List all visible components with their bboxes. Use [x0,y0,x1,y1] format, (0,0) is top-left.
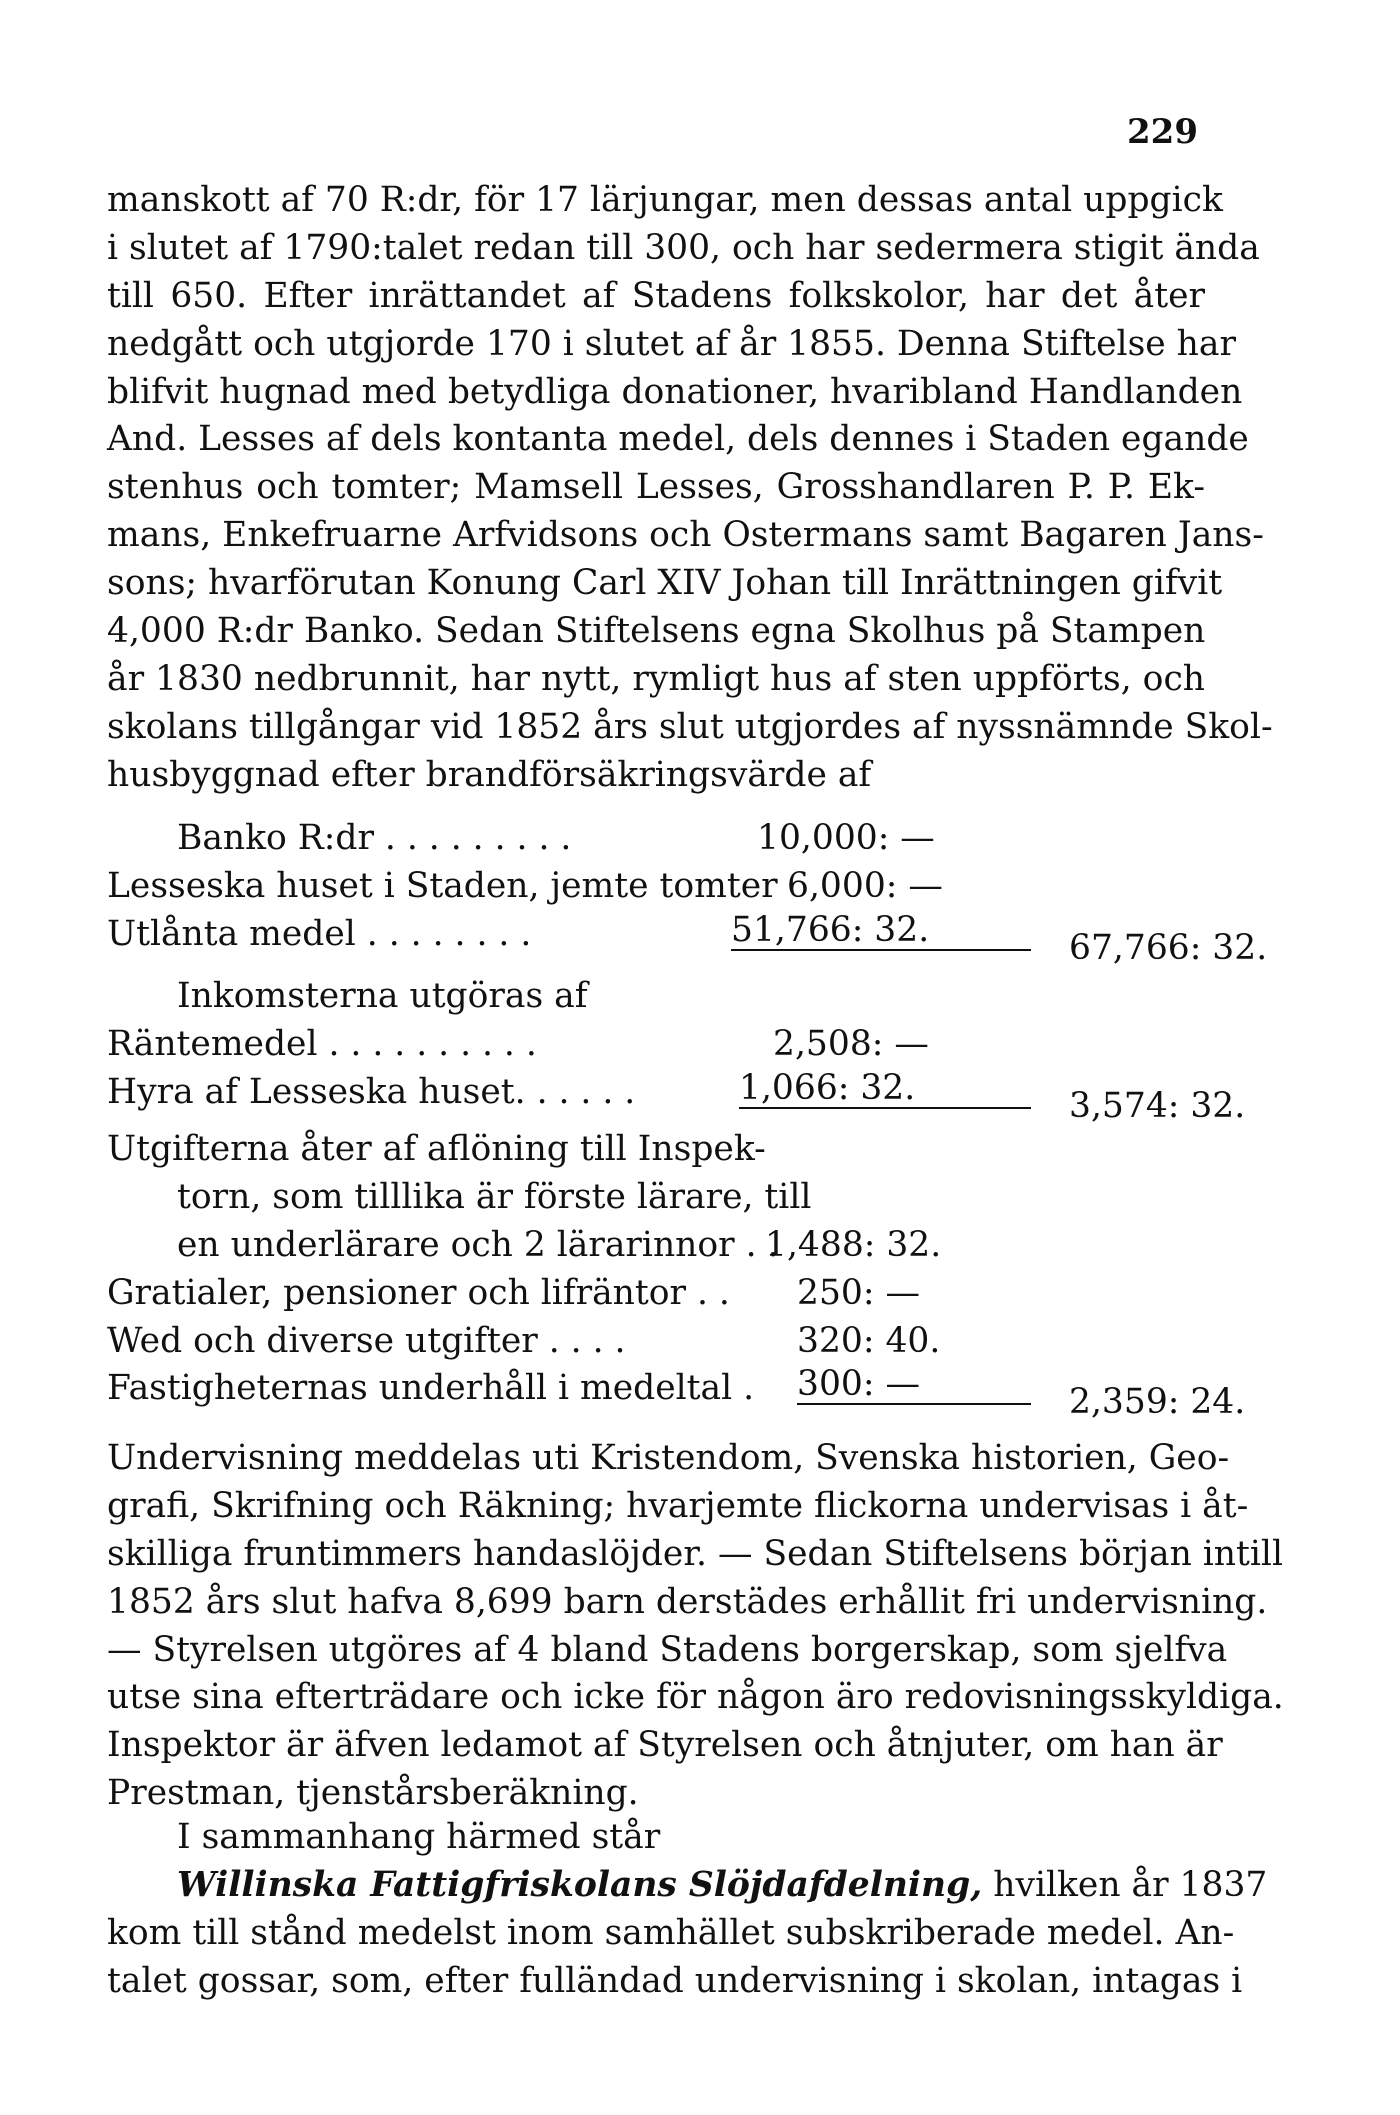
table-row [107,863,1205,911]
row-label: en underlärare och 2 lärarinnor . . [177,1224,779,1265]
row-amount: 51,766: 32. [731,911,1031,951]
text-line: grafi, Skrifning och Räkning; hvarjemte flickorna undervisas i åt- [107,1485,1249,1526]
table-row [107,1270,1205,1318]
text-line: utse sina efterträdare och icke för någon äro redovisningsskyldiga. [107,1677,1284,1718]
text-line: i slutet af 1790:talet redan till 300, och har sedermera stigit ända [107,227,1260,268]
table-heading [107,1174,1205,1222]
text-line: blifvit hugnad med betydliga donationer, hvaribland Handlanden [107,371,1243,412]
row-total: 3,574: 32. [1069,1085,1246,1126]
text-line: år 1830 nedbrunnit, har nytt, rymligt hus af sten uppförts, och [107,658,1205,699]
text-line: And. Lesses af dels kontanta medel, dels dennes i Staden egande [107,419,1249,460]
text-line: Prestman, tjenstårsberäkning. [107,1773,639,1814]
text-line: sons; hvarförutan Konung Carl XIV Johan till Inrättningen gifvit [107,563,1223,604]
row-amount: 10,000: — [757,818,935,858]
paragraph-2 [107,1435,1284,1818]
row-label: Lesseska huset i Staden, jemte tomter [107,865,778,906]
table-row [107,1222,1205,1270]
row-label: Wed och diverse utgifter . . . . [107,1320,626,1361]
page-number: 229 [1127,112,1198,152]
text-fragment: hvilken år 1837 [993,1864,1268,1905]
table-row [107,1021,1205,1069]
heading-label: Utgifterna åter af aflöning till Inspek- [107,1129,766,1169]
table-row [107,1067,1246,1126]
text-line: mans, Enkefruarne Arfvidsons och Ostermans samt Bagaren Jans- [107,515,1264,556]
table-heading [107,973,1205,1021]
table-row [107,1318,1205,1366]
text-line: stenhus och tomter; Mamsell Lesses, Grosshandlaren P. P. Ek- [107,467,1205,508]
row-label: Gratialer, pensioner och lifräntor . . [107,1272,730,1313]
text-line: skilliga fruntimmers handaslöjder. — Sedan Stiftelsens början intill [107,1533,1283,1574]
heading-label: torn, som tilllika är förste lärare, till [177,1176,812,1217]
text-line: Inspektor är äfven ledamot af Styrelsen och åtnjuter, om han är [107,1725,1223,1766]
text-line: I sammanhang härmed står [177,1817,661,1857]
row-total: 2,359: 24. [1069,1382,1246,1423]
paragraph-1 [107,177,1273,800]
text-line: nedgått och utgjorde 170 i slutet af år 1855. Denna Stiftelse har [107,323,1236,364]
expenses-table [107,1126,1246,1423]
row-amount: 250: — [797,1272,920,1313]
text-line: kom till stånd medelst inom samhället subskriberade medel. An- [107,1912,1235,1953]
text-line: 1852 års slut hafva 8,699 barn derstädes erhållit fri undervisning. [107,1581,1268,1622]
table-row [107,1364,1246,1423]
row-total: 67,766: 32. [1069,927,1268,968]
paragraph-3 [107,1814,1268,2006]
row-amount: 2,508: — [773,1023,929,1064]
row-amount: 320: 40. [797,1320,941,1361]
row-amount: 6,000: — [787,865,943,906]
text-line: 4,000 R:dr Banko. Sedan Stiftelsens egna Skolhus på Stampen [107,611,1206,652]
row-label: Utlånta medel . . . . . . . . [107,913,532,954]
text-line: talet gossar, som, efter fulländad undervisning i skolan, intagas i [107,1960,1243,2001]
row-amount: 1,066: 32. [739,1069,1031,1109]
income-table [107,973,1246,1126]
table-row [107,815,1205,863]
text-line: — Styrelsen utgöres af 4 bland Stadens borgerskap, som sjelfva [107,1629,1228,1670]
table-row [107,909,1268,968]
section-title: Willinska Fattigfriskolans Slöjdafdelning, [177,1864,983,1905]
text-line: manskott af 70 R:dr, för 17 lärjungar, men dessas antal uppgick [107,180,1223,220]
row-label: Hyra af Lesseska huset. . . . . . [107,1071,636,1112]
text-line: skolans tillgångar vid 1852 års slut utgjordes af nyssnämnde Skol- [107,706,1273,747]
assets-table [107,815,1268,968]
row-amount: 300: — [797,1365,1031,1405]
heading-label: Inkomsterna utgöras af [177,976,588,1016]
text-line: husbyggnad efter brandförsäkringsvärde af [107,754,872,795]
row-label: Räntemedel . . . . . . . . . . [107,1023,537,1064]
table-heading [107,1126,1205,1174]
row-amount: 1,488: 32. [765,1224,942,1265]
row-label: Fastigheternas underhåll i medeltal . [107,1368,755,1409]
text-line: till 650. Efter inrättandet af Stadens folkskolor, har det åter [107,275,1205,316]
row-label: Banko R:dr . . . . . . . . . [177,818,572,858]
text-line: Undervisning meddelas uti Kristendom, Svenska historien, Geo- [107,1438,1230,1478]
text-line [107,1862,1268,1910]
